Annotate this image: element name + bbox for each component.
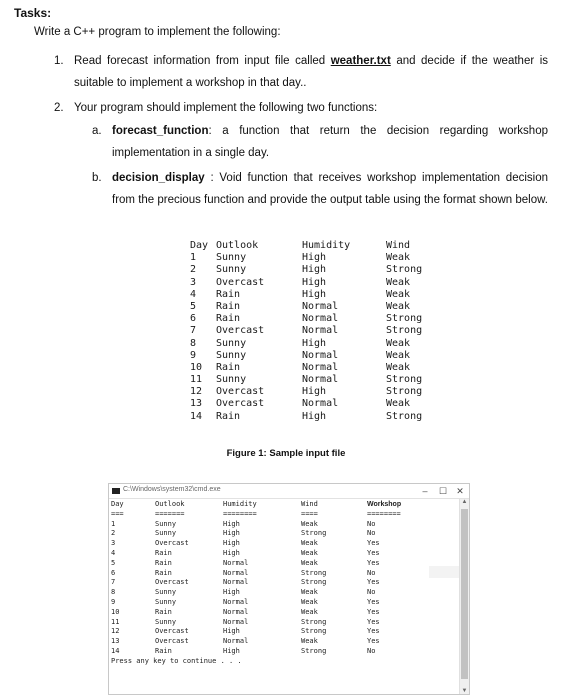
cell-workshop: Yes [367,558,380,567]
cell-humidity: High [302,386,327,398]
cell-outlook: Rain [216,313,241,325]
cell-outlook: Rain [155,558,172,567]
cell-wind: Wind [301,500,318,508]
cell-wind: Weak [301,539,318,548]
console-footer-prompt: Press any key to continue . . . [111,656,242,665]
cell-workshop: No [367,588,376,597]
cell-workshop: Yes [367,548,380,557]
cmd-icon [112,488,120,494]
cell-workshop: No [367,646,376,655]
decision-display-name: decision_display [112,172,205,184]
cell-workshop: Yes [367,607,380,616]
cell-humidity: Normal [302,300,339,312]
cell-outlook: Overcast [155,637,189,646]
cell-workshop: Yes [367,539,380,548]
cell-outlook: Sunny [216,252,247,264]
task-item-1-text [54,50,548,94]
cell-wind: Strong [386,264,423,276]
cell-humidity: Humidity [302,240,351,251]
cell-wind: Weak [386,276,411,288]
cell-outlook: Sunny [155,529,177,538]
console-titlebar[interactable] [109,484,469,499]
cell-day: 4 [111,548,116,557]
cell-wind: Strong [301,529,327,538]
cell-outlook: Overcast [155,627,189,636]
cell-humidity: High [302,264,327,276]
cell-workshop: No [367,568,376,577]
cell-wind: Weak [301,548,318,557]
task-item-1-text-start: Read forecast information from input file called [74,55,331,67]
cell-humidity: High [223,646,240,655]
cell-day: 3 [111,539,116,548]
cell-day: 9 [111,597,116,606]
cell-humidity: Normal [302,349,339,361]
console-row [111,559,459,569]
cell-workshop: No [367,519,376,528]
cell-day: 11 [190,374,203,386]
cell-humidity: High [302,337,327,349]
cell-humidity: High [223,588,240,597]
cell-outlook: Rain [216,410,241,422]
console-row [111,608,459,618]
cell-wind: Strong [386,313,423,325]
console-row [111,569,459,579]
cell-day: === [111,509,124,518]
cell-humidity: Normal [223,607,249,616]
minimize-button[interactable]: – [422,486,428,496]
cell-workshop: No [367,529,376,538]
console-row [111,647,459,657]
cell-wind: Strong [301,646,327,655]
cell-humidity: Normal [223,558,249,567]
cell-humidity: High [223,539,240,548]
cell-wind: Weak [301,588,318,597]
cell-outlook: Sunny [155,519,177,528]
cell-day: 5 [190,300,197,312]
cell-wind: Weak [301,607,318,616]
cell-day: 13 [190,398,203,410]
cell-outlook: Sunny [155,588,177,597]
console-output [111,500,459,694]
cell-outlook: Sunny [216,349,247,361]
cell-humidity: Normal [223,578,249,587]
cell-day: 2 [111,529,116,538]
task-item-1-text-end: and decide if the weather is suitable to implement a workshop in that day.. [74,55,549,89]
task-item-2-text: Your program should implement the following two functions: [74,102,378,114]
subtask-a-letter: a. [92,125,102,137]
cell-humidity: High [223,627,240,636]
console-row [111,549,459,559]
cell-wind: Strong [301,627,327,636]
subtask-b-text [92,167,548,211]
cell-workshop: Yes [367,578,380,587]
subtask-b-letter: b. [92,172,102,184]
intro-text: Write a C++ program to implement the following: [34,26,281,38]
figure-caption: Figure 1: Sample input file [226,448,346,459]
cell-day: 8 [111,588,116,597]
subtask-b-description: : Void function that receives workshop implementation decision from the precious function and provide the output table using the format shown below. [112,172,548,206]
cell-humidity: High [223,519,240,528]
cell-outlook: Rain [216,300,241,312]
cell-outlook: Sunny [155,597,177,606]
cell-workshop: ======== [367,509,401,518]
close-button[interactable]: ✕ [456,486,464,496]
cell-day: 3 [190,276,197,288]
console-scrollbar[interactable] [459,499,469,694]
cell-outlook: Rain [155,548,172,557]
cell-humidity: High [223,529,240,538]
cell-wind: Weak [301,637,318,646]
cell-outlook: Overcast [155,539,189,548]
cell-outlook: Outlook [216,240,259,251]
console-row [111,578,459,588]
cell-wind: Strong [386,386,423,398]
subtask-a [92,120,548,164]
subtask-a-text [92,120,548,164]
console-row [111,529,459,539]
cell-wind: Weak [386,300,411,312]
cell-outlook: Overcast [155,578,189,587]
cell-humidity: Normal [302,374,339,386]
cell-outlook: Sunny [155,617,177,626]
scroll-thumb[interactable] [461,509,468,679]
console-row [111,520,459,530]
cell-workshop: Yes [367,637,380,646]
cell-humidity: High [302,288,327,300]
cell-wind: Weak [386,361,411,373]
cell-day: 10 [190,361,203,373]
tasks-heading: Tasks: [14,6,52,20]
cell-wind: Weak [386,288,411,300]
cell-day: 7 [190,325,197,337]
console-underline-row [111,510,459,520]
cell-day: 11 [111,617,120,626]
cell-humidity: Humidity [223,500,257,508]
cell-humidity: Normal [302,398,339,410]
cell-humidity: Normal [223,568,249,577]
cell-day: Day [111,500,124,508]
cell-humidity: ======== [223,509,257,518]
task-item-1-number: 1. [54,55,64,67]
cell-wind: Strong [386,325,423,337]
cell-humidity: Normal [302,313,339,325]
console-row [111,598,459,608]
cell-wind: Weak [386,252,411,264]
task-item-2 [54,97,548,119]
cell-wind: Weak [301,519,318,528]
cell-outlook: Rain [216,361,241,373]
subtask-a-description: : a function that return the decision regarding workshop implementation in a single day. [112,125,548,159]
cell-workshop: Yes [367,617,380,626]
cell-humidity: Normal [223,637,249,646]
console-window [108,483,470,695]
cell-day: 7 [111,578,116,587]
cell-humidity: High [302,410,327,422]
weather-file-name: weather.txt [330,55,391,67]
cell-day: 14 [111,646,120,655]
console-header-row [111,500,459,510]
cell-outlook: ======= [155,509,185,518]
scroll-down-arrow-icon[interactable]: ▼ [461,688,468,694]
cell-outlook: Rain [216,288,241,300]
task-item-1 [54,50,548,94]
cell-day: 10 [111,607,120,616]
cell-humidity: High [223,548,240,557]
cell-workshop: Yes [367,597,380,606]
cell-outlook: Sunny [216,264,247,276]
cell-day: 8 [190,337,197,349]
subtask-b [92,167,548,211]
cell-day: 2 [190,264,197,276]
task-item-2-number: 2. [54,102,64,114]
cell-outlook: Rain [155,607,172,616]
cell-outlook: Sunny [216,374,247,386]
cell-wind: Strong [301,617,327,626]
maximize-button[interactable]: ☐ [438,486,448,496]
cell-day: 9 [190,349,197,361]
cell-day: 14 [190,410,203,422]
cell-workshop: Workshop [367,501,402,508]
console-row [111,627,459,637]
console-row [111,618,459,628]
console-title-path: C:\Windows\system32\cmd.exe [123,486,221,493]
cell-outlook: Overcast [216,276,265,288]
cell-wind: Weak [386,349,411,361]
scroll-up-arrow-icon[interactable]: ▲ [461,499,468,505]
cell-day: Day [190,240,209,251]
cell-wind: Strong [301,568,327,577]
cell-outlook: Sunny [216,337,247,349]
cell-day: 6 [190,313,197,325]
cell-wind: ==== [301,509,318,518]
cell-outlook: Overcast [216,386,265,398]
cell-humidity: Normal [302,361,339,373]
cell-outlook: Outlook [155,500,185,508]
cell-day: 1 [190,252,197,264]
cell-humidity: Normal [223,617,249,626]
cell-wind: Strong [301,578,327,587]
cell-day: 4 [190,288,197,300]
cell-wind: Wind [386,240,411,251]
cell-workshop: Yes [367,627,380,636]
console-row [111,588,459,598]
cell-wind: Weak [386,337,411,349]
cell-wind: Strong [386,374,423,386]
cell-day: 12 [190,386,203,398]
console-row [111,637,459,647]
console-row [111,539,459,549]
cell-day: 6 [111,568,116,577]
cell-wind: Weak [301,597,318,606]
forecast-function-name: forecast_function [112,125,209,137]
cell-day: 1 [111,519,116,528]
cell-humidity: High [302,252,327,264]
cell-wind: Strong [386,410,423,422]
cell-humidity: Normal [302,325,339,337]
cell-day: 5 [111,558,116,567]
cell-outlook: Rain [155,568,172,577]
cell-outlook: Overcast [216,325,265,337]
cell-wind: Weak [301,558,318,567]
cell-day: 12 [111,627,120,636]
cell-outlook: Rain [155,646,172,655]
cell-day: 13 [111,637,120,646]
cell-outlook: Overcast [216,398,265,410]
cell-humidity: Normal [223,597,249,606]
cell-humidity: High [302,276,327,288]
cell-wind: Weak [386,398,411,410]
